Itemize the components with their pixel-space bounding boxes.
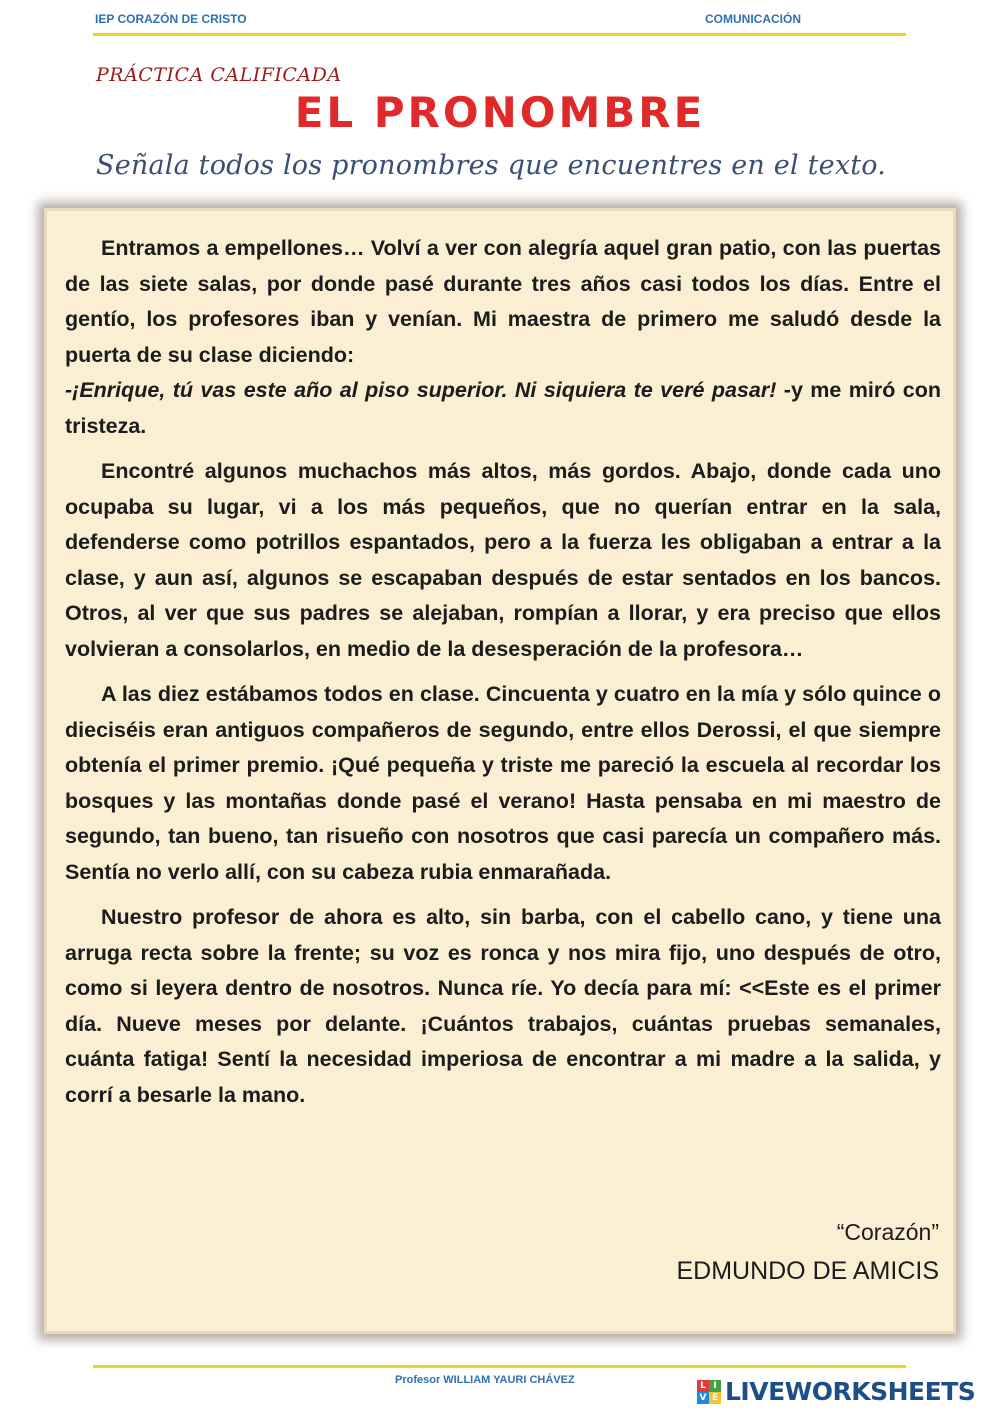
source-work-title: “Corazón”	[836, 1219, 939, 1245]
liveworksheets-logo[interactable]	[697, 1377, 975, 1406]
passage-paragraph-2[interactable]	[65, 373, 941, 444]
source-author: EDMUNDO DE AMICIS	[676, 1257, 939, 1285]
passage-paragraph-1[interactable]: Entramos a empellones… Volví a ver con alegría aquel gran patio, con las puertas de las siete salas, por donde pasé durante tres años casi todos los días. Entre el gentío, los profesores iban y venían. Mi maestra de primero me saludó desde la puerta de su clase diciendo:	[65, 236, 941, 367]
brand-letter-e: E	[709, 1392, 721, 1404]
instruction-text: Señala todos los pronombres que encuentres en el texto.	[96, 150, 887, 181]
liveworksheets-icon	[697, 1380, 721, 1404]
subject-name: COMUNICACIÓN	[705, 12, 801, 26]
reading-passage-box	[44, 208, 956, 1334]
passage-paragraph-4[interactable]: A las diez estábamos todos en clase. Cincuenta y cuatro en la mía y sólo quince o dieciséis eran antiguos compañeros de segundo, entre ellos Derossi, el que siempre obtenía el primer premio. ¡Qué pequeña y triste me pareció la escuela al recordar los bosques y las montañas donde pasé el verano! Hasta pensaba en mi maestro de segundo, tan bueno, tan risueño con nosotros que casi parecía un compañero más. Sentía no verlo allí, con su cabeza rubia enmarañada.	[65, 682, 941, 884]
worksheet-kicker: PRÁCTICA CALIFICADA	[96, 64, 342, 86]
brand-letter-l: L	[697, 1380, 709, 1392]
brand-letter-i: I	[709, 1380, 721, 1392]
top-divider	[93, 33, 906, 36]
passage-dialogue[interactable]: -¡Enrique, tú vas este año al piso superior. Ni siquiera te veré pasar!	[65, 378, 777, 402]
passage-dialogue-tail[interactable]: -y me miró con tristeza.	[65, 378, 941, 438]
school-name: IEP CORAZÓN DE CRISTO	[95, 12, 247, 26]
brand-letter-v: V	[697, 1392, 709, 1404]
reading-passage	[65, 231, 941, 1123]
teacher-credit: Profesor WILLIAM YAURI CHÁVEZ	[395, 1374, 575, 1386]
brand-name: LIVEWORKSHEETS	[725, 1377, 976, 1406]
bottom-divider	[93, 1365, 906, 1368]
worksheet-title: EL PRONOMBRE	[294, 88, 706, 137]
passage-paragraph-3[interactable]: Encontré algunos muchachos más altos, más gordos. Abajo, donde cada uno ocupaba su lugar, vi a los más pequeños, que no querían entrar en la sala, defenderse como potrillos espantados, pero a la fuerza les obligaban a entrar a la clase, y aun así, algunos se escapaban después de estar sentados en los bancos. Otros, al ver que sus padres se alejaban, rompían a llorar, y era preciso que ellos volvieran a consolarlos, en medio de la desesperación de la profesora…	[65, 459, 941, 661]
passage-paragraph-5[interactable]: Nuestro profesor de ahora es alto, sin barba, con el cabello cano, y tiene una arruga recta sobre la frente; su voz es ronca y nos mira fijo, uno después de otro, como si leyera dentro de nosotros. Nunca ríe. Yo decía para mí: <<Este es el primer día. Nueve meses por delante. ¡Cuántos trabajos, cuántas pruebas semanales, cuánta fatiga! Sentí la necesidad imperiosa de encontrar a mi madre a la salida, y corrí a besarle la mano.	[65, 905, 941, 1107]
